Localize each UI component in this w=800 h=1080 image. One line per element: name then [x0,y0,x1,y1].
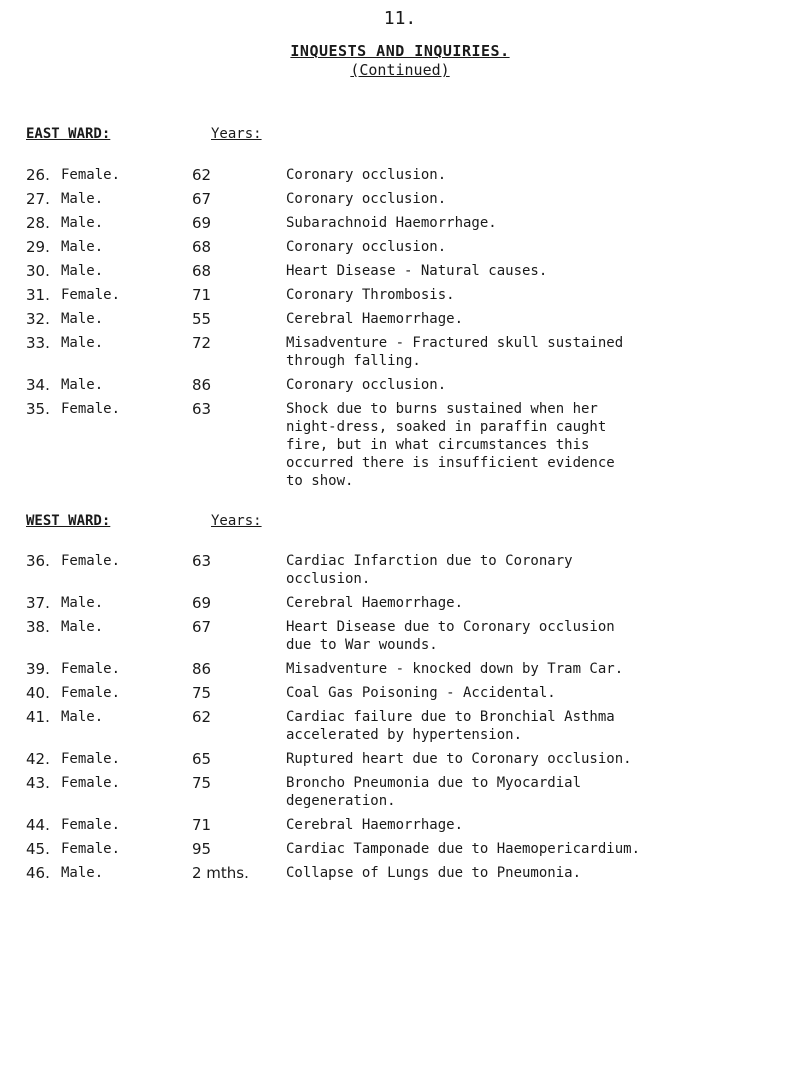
entry-cause: Cerebral Haemorrhage. [286,311,464,327]
table-row [0,376,800,394]
table-row [0,238,800,256]
entry-sex: Male. [61,377,104,393]
entry-number: 35. [26,400,50,418]
entry-cause: Heart Disease - Natural causes. [286,263,548,279]
entry-number: 42. [26,750,50,768]
entry-number: 26. [26,166,50,184]
entry-cause: Cardiac Tamponade due to Haemopericardium. [286,841,641,857]
page-title: INQUESTS AND INQUIRIES. [290,42,510,60]
table-row [0,334,800,370]
entry-number: 44. [26,816,50,834]
west-years-label: Years: [211,513,262,529]
table-row [0,190,800,208]
entry-sex: Female. [61,661,121,677]
entry-age: 68 [192,262,212,280]
entry-age: 75 [192,774,212,792]
table-row [0,840,800,858]
east-ward-table [0,166,800,490]
entry-sex: Male. [61,311,104,327]
entry-cause: Coronary occlusion. [286,377,447,393]
west-ward-heading [26,513,262,529]
entry-sex: Male. [61,215,104,231]
entry-age: 67 [192,618,212,636]
entry-age: 69 [192,594,212,612]
entry-number: 32. [26,310,50,328]
entry-sex: Male. [61,595,104,611]
entry-cause: Cardiac failure due to Bronchial Asthma accelerated by hypertension. [286,709,615,743]
entry-cause: Ruptured heart due to Coronary occlusion. [286,751,632,767]
table-row [0,594,800,612]
table-row [0,400,800,490]
entry-cause: Cerebral Haemorrhage. [286,595,464,611]
east-ward-label: EAST WARD: [26,126,111,142]
entry-cause: Shock due to burns sustained when her night-dress, soaked in paraffin caught fire, but in what circumstances this occurred there is insufficient evidence to show. [286,401,615,489]
title-block [0,42,800,80]
entry-sex: Female. [61,553,121,569]
entry-age: 71 [192,816,212,834]
entry-cause: Collapse of Lungs due to Pneumonia. [286,865,582,881]
entry-number: 39. [26,660,50,678]
entry-sex: Male. [61,239,104,255]
entry-age: 63 [192,552,212,570]
entry-age: 75 [192,684,212,702]
table-row [0,214,800,232]
entry-number: 31. [26,286,50,304]
page-subtitle: (Continued) [350,61,450,79]
entry-sex: Female. [61,167,121,183]
entry-age: 62 [192,708,212,726]
entry-cause: Coal Gas Poisoning - Accidental. [286,685,556,701]
entry-sex: Male. [61,263,104,279]
entry-age: 63 [192,400,212,418]
entry-number: 43. [26,774,50,792]
entry-number: 41. [26,708,50,726]
entry-age: 95 [192,840,212,858]
table-row [0,750,800,768]
entry-cause: Subarachnoid Haemorrhage. [286,215,497,231]
entry-cause: Coronary Thrombosis. [286,287,455,303]
entry-age: 2 mths. [192,864,249,882]
entry-sex: Male. [61,865,104,881]
entry-number: 37. [26,594,50,612]
entry-cause: Cardiac Infarction due to Coronary occlusion. [286,553,573,587]
table-row [0,708,800,744]
entry-sex: Male. [61,709,104,725]
table-row [0,262,800,280]
entry-age: 71 [192,286,212,304]
entry-number: 30. [26,262,50,280]
entry-cause: Misadventure - Fractured skull sustained through falling. [286,335,624,369]
entry-number: 40. [26,684,50,702]
entry-number: 34. [26,376,50,394]
entry-number: 38. [26,618,50,636]
entry-sex: Male. [61,619,104,635]
entry-age: 65 [192,750,212,768]
entry-sex: Male. [61,335,104,351]
page-number: 11. [383,8,417,29]
entry-age: 67 [192,190,212,208]
east-ward-heading [26,126,262,142]
entry-sex: Female. [61,685,121,701]
entry-age: 68 [192,238,212,256]
entry-number: 29. [26,238,50,256]
entry-sex: Female. [61,287,121,303]
entry-age: 55 [192,310,212,328]
entry-number: 27. [26,190,50,208]
entry-age: 86 [192,660,212,678]
table-row [0,286,800,304]
table-row [0,864,800,882]
entry-number: 28. [26,214,50,232]
entry-age: 69 [192,214,212,232]
entry-number: 36. [26,552,50,570]
entry-cause: Cerebral Haemorrhage. [286,817,464,833]
entry-sex: Female. [61,817,121,833]
west-ward-table [0,552,800,882]
entry-age: 62 [192,166,212,184]
entry-cause: Broncho Pneumonia due to Myocardial degeneration. [286,775,582,809]
entry-cause: Coronary occlusion. [286,167,447,183]
entry-sex: Female. [61,751,121,767]
table-row [0,816,800,834]
west-ward-label: WEST WARD: [26,513,111,529]
table-row [0,660,800,678]
entry-cause: Heart Disease due to Coronary occlusion due to War wounds. [286,619,615,653]
entry-sex: Female. [61,841,121,857]
entry-sex: Female. [61,775,121,791]
entry-number: 45. [26,840,50,858]
entry-sex: Female. [61,401,121,417]
table-row [0,618,800,654]
entry-age: 86 [192,376,212,394]
table-row [0,774,800,810]
entry-number: 46. [26,864,50,882]
east-years-label: Years: [211,126,262,142]
table-row [0,310,800,328]
table-row [0,552,800,588]
table-row [0,166,800,184]
entry-cause: Coronary occlusion. [286,239,447,255]
entry-age: 72 [192,334,212,352]
entry-number: 33. [26,334,50,352]
entry-sex: Male. [61,191,104,207]
entry-cause: Coronary occlusion. [286,191,447,207]
table-row [0,684,800,702]
entry-cause: Misadventure - knocked down by Tram Car. [286,661,624,677]
